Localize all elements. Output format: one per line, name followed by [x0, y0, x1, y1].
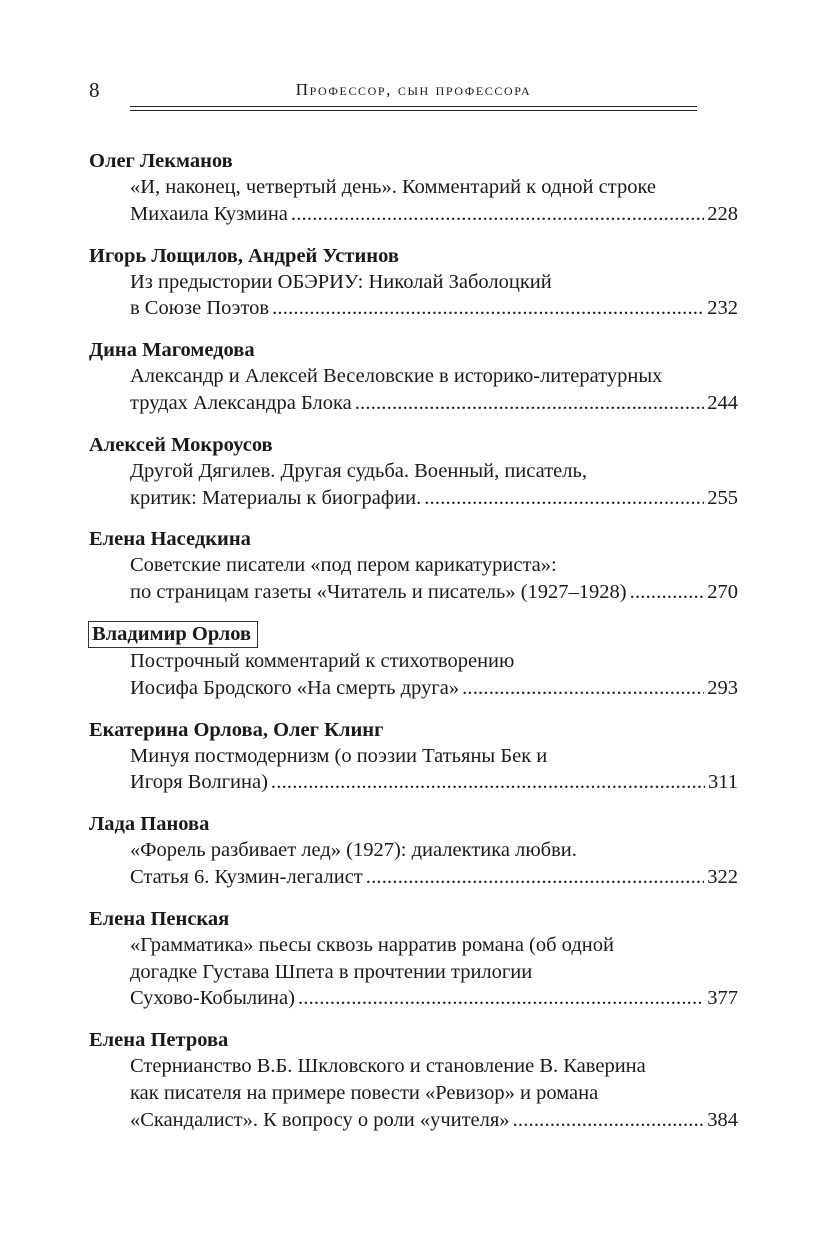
toc-entry: [89, 1027, 738, 1133]
entry-title-line: Советские писатели «под пером карикатуриста»:: [130, 554, 557, 577]
entry-title-line: «И, наконец, четвертый день». Комментарий к одной строке: [130, 176, 657, 198]
header-rule-top: [130, 106, 697, 107]
dot-leader: [298, 985, 704, 1012]
page-header: [0, 0, 827, 120]
entry-page-number: 293: [707, 676, 738, 699]
entry-title-line: Александр и Алексей Веселовские в историко-литературных: [130, 365, 663, 388]
header-rule-bottom: [130, 110, 697, 111]
entry-title-line: Минуя постмодернизм (о поэзии Татьяны Бек и: [130, 744, 548, 767]
entry-title-line: «Форель разбивает лед» (1927): диалектика любви.: [130, 839, 577, 862]
entry-page-number: 244: [707, 391, 738, 414]
entry-author: Елена Петрова: [89, 1029, 229, 1052]
entry-title-last-line: Сухово-Кобылина) ..... 377: [130, 985, 738, 1012]
entry-title-line: догадке Густава Шпета в прочтении трилогии: [130, 960, 533, 983]
entry-title-last-line: Игоря Волгина) ..... 311: [130, 769, 738, 796]
entry-title-last-line: критик: Материалы к биографии. ..... 255: [130, 485, 738, 512]
entry-author: Лада Панова: [89, 813, 210, 836]
entry-author: Алексей Мокроусов: [89, 433, 273, 456]
page-number: 8: [89, 78, 100, 102]
table-of-contents: [89, 148, 738, 1149]
entry-title-line: Из предыстории ОБЭРИУ: Николай Заболоцкий: [130, 270, 552, 293]
entry-page-number: 377: [707, 987, 738, 1010]
entry-title-line: «Грамматика» пьесы сквозь нарратив романа (об одной: [130, 933, 614, 956]
entry-title-last-line: Иосифа Бродского «На смерть друга» ..... 293: [130, 675, 738, 702]
toc-entry: [89, 526, 738, 606]
running-title: Профессор, сын профессора: [295, 80, 532, 99]
entry-author-boxed: Владимир Орлов: [88, 621, 258, 648]
dot-leader: [462, 675, 704, 702]
dot-leader: [291, 201, 704, 228]
dot-leader: [366, 864, 705, 891]
dot-leader: [630, 579, 705, 606]
dot-leader: [272, 295, 704, 322]
entry-title-last-line: трудах Александра Блока ..... 244: [130, 390, 738, 417]
entry-author: Игорь Лощилов, Андрей Устинов: [89, 244, 399, 267]
entry-page-number: 232: [707, 297, 738, 320]
entry-author: Елена Пенская: [89, 907, 230, 930]
entry-page-number: 255: [707, 486, 738, 509]
dot-leader: [424, 485, 704, 512]
toc-entry: [89, 432, 738, 512]
entry-title-line: Стернианство В.Б. Шкловского и становление В. Каверина: [130, 1055, 646, 1078]
entry-page-number: 311: [708, 771, 738, 794]
toc-entry: [89, 906, 738, 1012]
dot-leader: [355, 390, 705, 417]
dot-leader: [271, 769, 705, 796]
entry-author: Дина Магомедова: [89, 339, 255, 362]
dot-leader: [513, 1107, 705, 1134]
entry-title-last-line: в Союзе Поэтов ..... 232: [130, 295, 738, 322]
entry-title-line: Построчный комментарий к стихотворению: [130, 649, 515, 672]
entry-author: Олег Лекманов: [89, 150, 233, 172]
entry-title-line: как писателя на примере повести «Ревизор» и романа: [130, 1081, 599, 1104]
toc-entry-highlighted: [89, 621, 738, 702]
entry-title-last-line: Михаила Кузмина ..... 228: [130, 201, 738, 228]
entry-page-number: 228: [707, 202, 738, 225]
entry-page-number: 384: [707, 1108, 738, 1131]
entry-title-last-line: «Скандалист». К вопросу о роли «учителя» ..... 384: [130, 1107, 738, 1134]
entry-title-last-line: Статья 6. Кузмин-легалист ..... 322: [130, 864, 738, 891]
entry-page-number: 322: [707, 865, 738, 888]
toc-entry: [89, 243, 738, 323]
toc-entry: [89, 717, 738, 797]
toc-entry: [89, 337, 738, 417]
entry-title-line: Другой Дягилев. Другая судьба. Военный, писатель,: [130, 459, 587, 482]
toc-entry: [89, 811, 738, 891]
entry-page-number: 270: [707, 581, 738, 604]
toc-entry: [89, 148, 738, 228]
entry-author: Елена Наседкина: [89, 528, 251, 551]
entry-title-last-line: по страницам газеты «Читатель и писатель» (1927–1928) ..... 270: [130, 579, 738, 606]
entry-author: Екатерина Орлова, Олег Клинг: [89, 718, 384, 741]
